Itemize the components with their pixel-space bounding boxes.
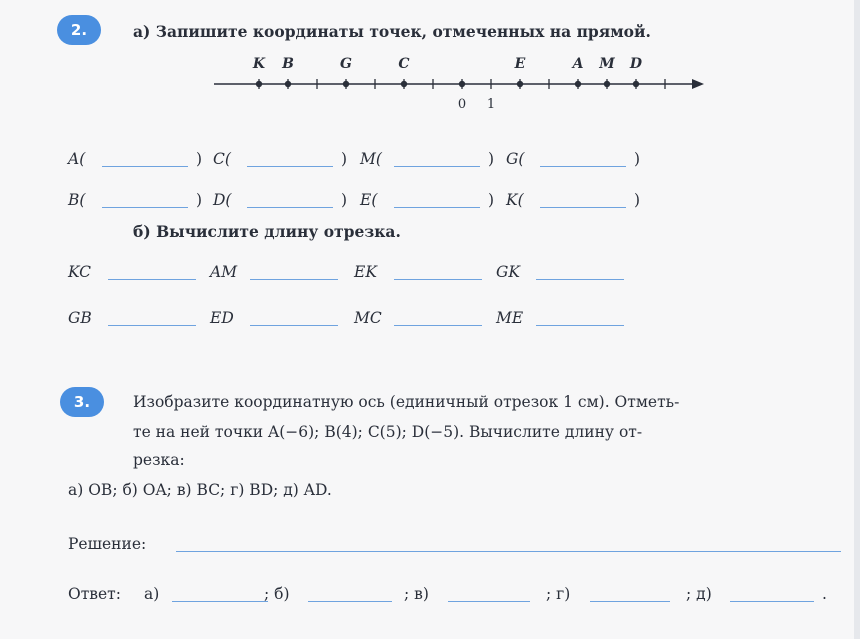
task-2-badge: 2. <box>57 15 101 45</box>
coord-row2-blank-3[interactable] <box>540 207 626 208</box>
segment-row2-blank-2[interactable] <box>394 325 482 326</box>
segment-row1-blank-3[interactable] <box>536 279 624 280</box>
coord-row2-label-1: D( <box>213 191 232 209</box>
answer-blank-0[interactable] <box>172 601 268 602</box>
segment-row2-label-3: ME <box>496 309 524 327</box>
point-marker-m <box>604 81 610 87</box>
segment-row1-label-3: GK <box>496 263 520 281</box>
answer-end: . <box>822 585 827 603</box>
coord-row2-label-2: E( <box>360 191 378 209</box>
solution-label: Решение: <box>68 535 147 553</box>
coord-row1-blank-3[interactable] <box>540 166 626 167</box>
number-line <box>200 52 720 114</box>
coord-row2-label-0: B( <box>68 191 86 209</box>
task-3-line-1: Изобразите координатную ось (единичный отрезок 1 см). Отметь- <box>133 393 680 411</box>
coord-row1-blank-2[interactable] <box>394 166 480 167</box>
point-marker-g <box>343 81 349 87</box>
point-label-c: C <box>398 56 410 72</box>
task-3-line-3: резка: <box>133 451 185 469</box>
tick-marker-0 <box>459 81 465 87</box>
segment-row1-blank-2[interactable] <box>394 279 482 280</box>
task-2-part-b-prompt: б) Вычислите длину отрезка. <box>133 222 401 241</box>
segment-row1-label-2: EK <box>354 263 377 281</box>
coord-row1-close-2: ) <box>488 150 495 168</box>
segment-row2-blank-0[interactable] <box>108 325 196 326</box>
point-marker-k <box>256 81 262 87</box>
point-label-a: A <box>572 56 584 72</box>
coord-row1-label-0: A( <box>68 150 86 168</box>
point-label-b: B <box>282 56 294 72</box>
number-line-arrow <box>692 79 704 89</box>
segment-row2-label-2: MC <box>354 309 382 327</box>
coord-row1-label-3: G( <box>506 150 525 168</box>
task-3-badge: 3. <box>60 387 104 417</box>
coord-row1-blank-1[interactable] <box>247 166 333 167</box>
tick-label-0: 0 <box>457 97 467 112</box>
answer-part-label-2: ; в) <box>404 585 429 603</box>
answer-part-label-4: ; д) <box>686 585 712 603</box>
answer-blank-2[interactable] <box>448 601 530 602</box>
coord-row2-close-3: ) <box>634 191 641 209</box>
tick-label-1: 1 <box>486 97 496 112</box>
answer-part-label-0: а) <box>144 585 160 603</box>
point-label-g: G <box>340 56 352 72</box>
answer-blank-4[interactable] <box>730 601 814 602</box>
segment-row2-label-0: GB <box>68 309 92 327</box>
point-marker-e <box>517 81 523 87</box>
coord-row1-blank-0[interactable] <box>102 166 188 167</box>
number-line-tick-labels <box>458 81 495 112</box>
segment-row1-blank-0[interactable] <box>108 279 196 280</box>
coord-row2-blank-2[interactable] <box>394 207 480 208</box>
point-marker-a <box>575 81 581 87</box>
answer-part-label-1: ; б) <box>264 585 290 603</box>
segment-row1-blank-1[interactable] <box>250 279 338 280</box>
task-3-subtasks: а) OB; б) OA; в) BC; г) BD; д) AD. <box>68 481 332 499</box>
coord-row1-label-2: M( <box>360 150 382 168</box>
segment-row2-blank-3[interactable] <box>536 325 624 326</box>
point-marker-c <box>401 81 407 87</box>
segment-row1-label-1: AM <box>210 263 238 281</box>
point-marker-d <box>633 81 639 87</box>
point-marker-b <box>285 81 291 87</box>
answer-blank-3[interactable] <box>590 601 670 602</box>
solution-blank[interactable] <box>176 551 841 552</box>
coord-row2-label-3: K( <box>506 191 524 209</box>
number-line-points <box>252 56 643 87</box>
coord-row1-close-3: ) <box>634 150 641 168</box>
answer-part-label-3: ; г) <box>546 585 571 603</box>
task-3-line-2: те на ней точки A(−6); B(4); C(5); D(−5). Вычислите длину от- <box>133 423 643 441</box>
coord-row2-blank-1[interactable] <box>247 207 333 208</box>
answer-label: Ответ: <box>68 585 121 603</box>
task-2-part-a-prompt: а) Запишите координаты точек, отмеченных на прямой. <box>133 22 651 41</box>
point-label-k: K <box>252 56 266 72</box>
coord-row1-close-0: ) <box>196 150 203 168</box>
segment-row1-label-0: KC <box>68 263 92 281</box>
page-edge <box>854 0 860 639</box>
coord-row2-close-2: ) <box>488 191 495 209</box>
segment-row2-label-1: ED <box>210 309 234 327</box>
answer-blank-1[interactable] <box>308 601 392 602</box>
point-label-d: D <box>629 56 643 72</box>
point-label-e: E <box>514 56 526 72</box>
segment-row2-blank-1[interactable] <box>250 325 338 326</box>
coord-row1-label-1: C( <box>213 150 231 168</box>
coord-row2-close-0: ) <box>196 191 203 209</box>
coord-row2-blank-0[interactable] <box>102 207 188 208</box>
point-label-m: M <box>599 56 615 72</box>
coord-row1-close-1: ) <box>341 150 348 168</box>
coord-row2-close-1: ) <box>341 191 348 209</box>
